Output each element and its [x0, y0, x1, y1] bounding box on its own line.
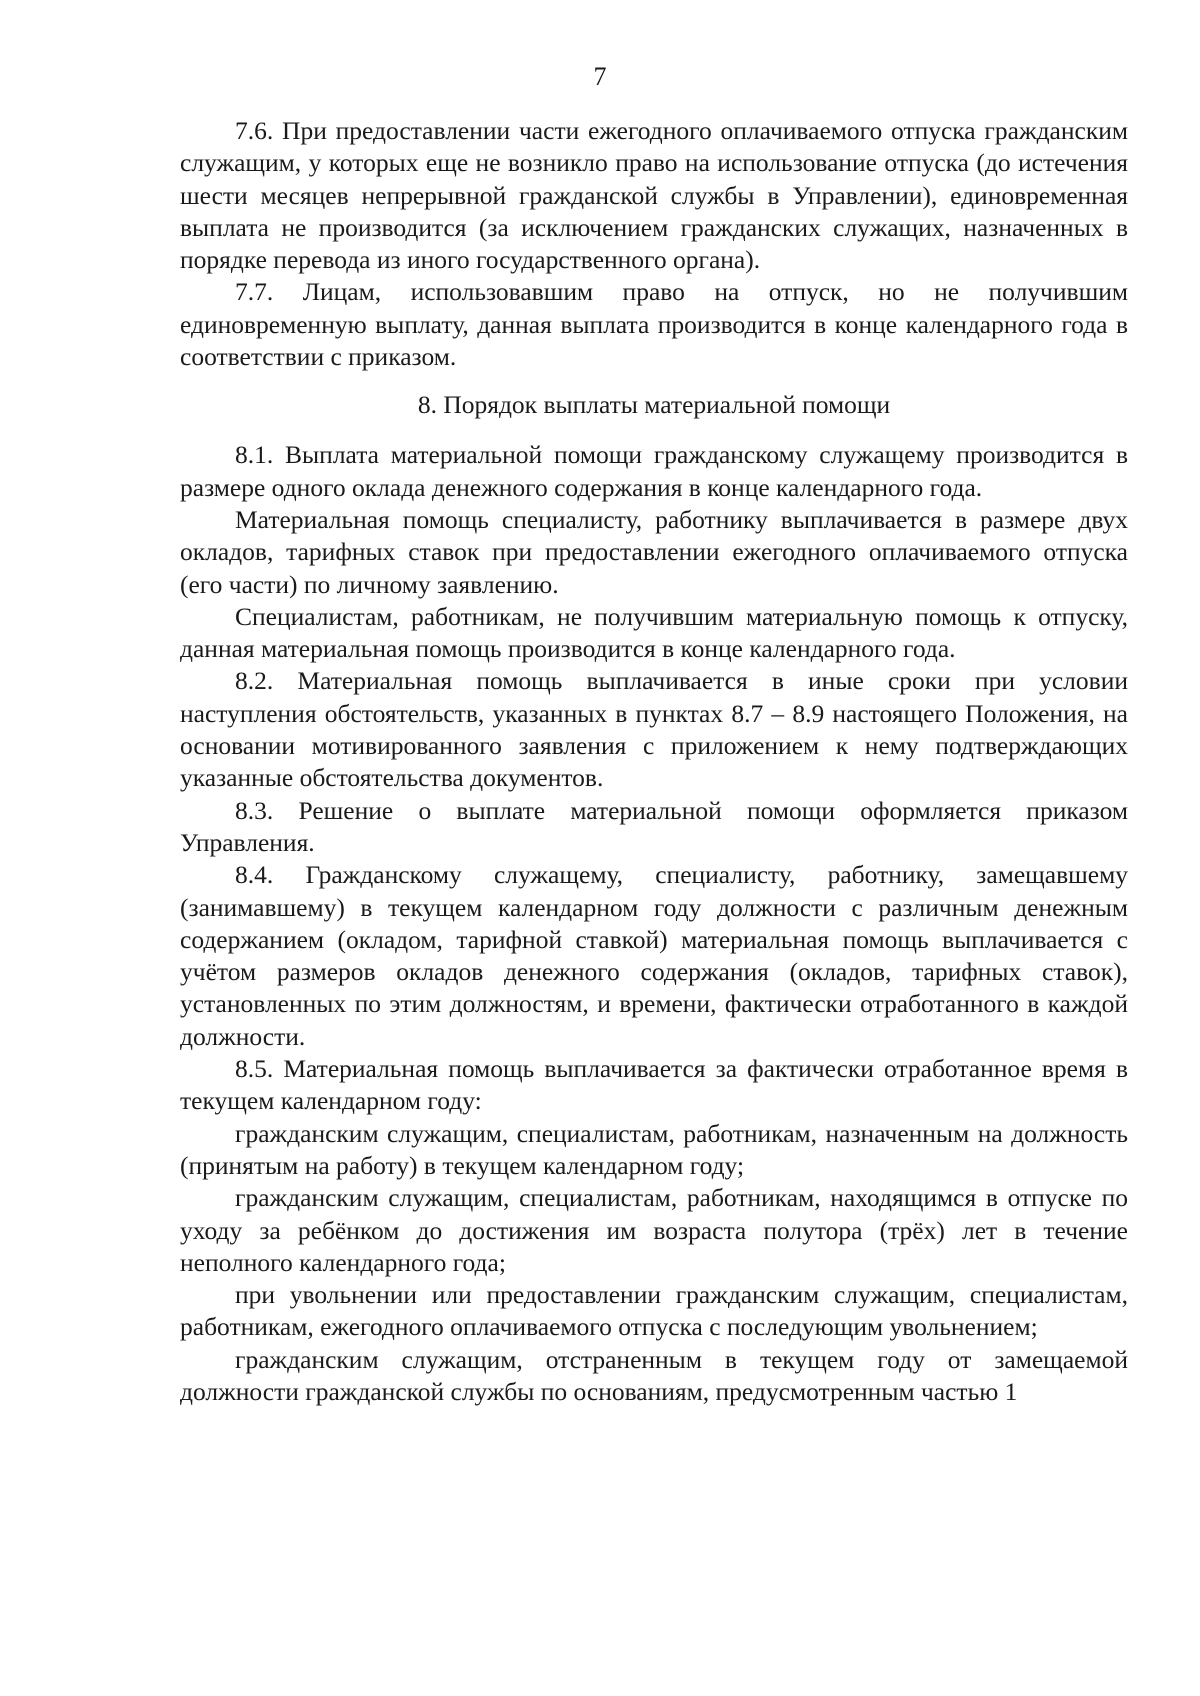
paragraph-8-1: 8.1. Выплата материальной помощи гражданскому служащему производится в размере одного оклада денежного содержания в конце календарного года.	[180, 440, 1128, 502]
paragraph-7-7: 7.7. Лицам, использовавшим право на отпуск, но не получившим единовременную выплату, данная выплата производится в конце календарного года в соответствии с приказом.	[180, 277, 1128, 372]
paragraph-8-1-end-of-year: Специалистам, работникам, не получившим материальную помощь к отпуску, данная материальная помощь производится в конце календарного года.	[180, 601, 1128, 664]
paragraph-8-4: 8.4. Гражданскому служащему, специалисту, работнику, замещавшему (занимавшему) в текущем календарном году должности с различным денежным содержанием (окладом, тарифной ставкой) материальная помощь выплачивается с учётом размеров окладов денежного содержания (окладов, тарифных ставок), установленных по этим должностям, и времени, фактически отработанного в каждой должности.	[180, 860, 1128, 1051]
paragraph-8-1-specialists: Материальная помощь специалисту, работнику выплачивается в размере двух окладов, тарифных ставок при предоставлении ежегодного оплачиваемого отпуска (его части) по личному заявлению.	[180, 504, 1128, 599]
paragraph-8-5-item-dismissal: при увольнении или предоставлении гражданским служащим, специалистам, работникам, ежегодного оплачиваемого отпуска с последующим увольнением;	[180, 1280, 1128, 1342]
section-heading-8: 8. Порядок выплаты материальной помощи	[417, 390, 891, 420]
paragraph-8-5-item-childcare-leave: гражданским служащим, специалистам, работникам, находящимся в отпуске по уходу за ребёнком до достижения им возраста полутора (трёх) лет в течение неполного календарного года;	[180, 1183, 1128, 1277]
page-number: 7	[593, 62, 607, 91]
paragraph-8-5: 8.5. Материальная помощь выплачивается за фактически отработанное время в текущем календарном году:	[180, 1054, 1128, 1116]
paragraph-7-6: 7.6. При предоставлении части ежегодного оплачиваемого отпуска гражданским служащим, у которых еще не возникло право на использование отпуска (до истечения шести месяцев непрерывной гражданской службы в Управлении), единовременная выплата не производится (за исключением гражданских служащих, назначенных в порядке перевода из иного государственного органа).	[180, 116, 1128, 275]
document-body	[180, 115, 1128, 1408]
paragraph-8-3: 8.3. Решение о выплате материальной помощи оформляется приказом Управления.	[180, 795, 1128, 857]
paragraph-8-2: 8.2. Материальная помощь выплачивается в иные сроки при условии наступления обстоятельств, указанных в пунктах 8.7 – 8.9 настоящего Положения, на основании мотивированного заявления с приложением к нему подтверждающих указанные обстоятельства документов.	[180, 666, 1128, 793]
paragraph-8-5-item-appointed: гражданским служащим, специалистам, работникам, назначенным на должность (принятым на работу) в текущем календарном году;	[180, 1118, 1128, 1180]
paragraph-8-5-item-suspended: гражданским служащим, отстраненным в текущем году от замещаемой должности гражданской службы по основаниям, предусмотренным частью 1	[180, 1344, 1128, 1406]
